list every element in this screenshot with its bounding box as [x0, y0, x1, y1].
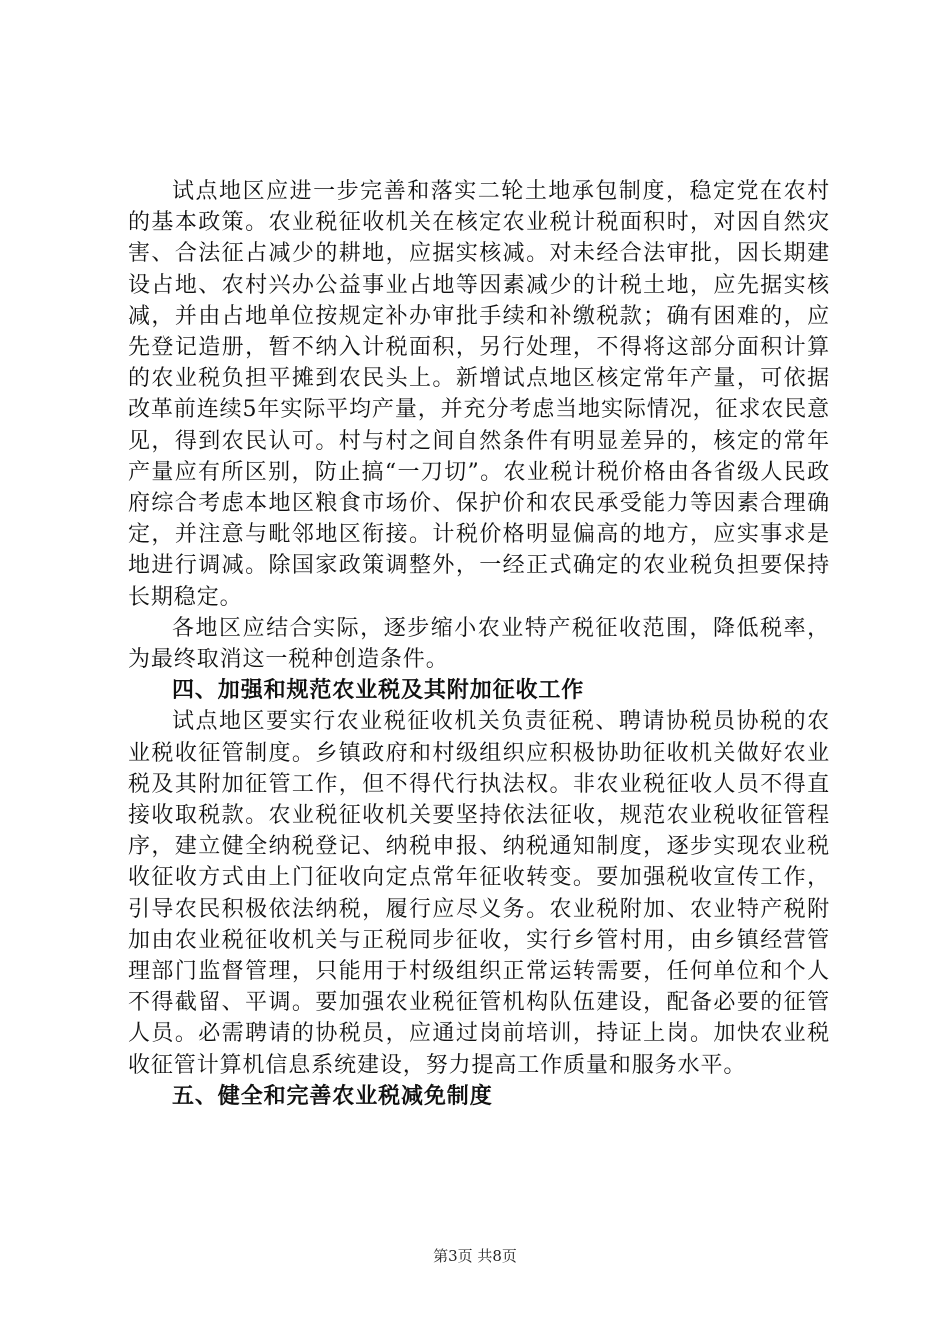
section-heading-4: 四、加强和规范农业税及其附加征收工作 [172, 678, 585, 704]
document-body [128, 176, 830, 1112]
section-heading-5: 五、健全和完善农业税减免制度 [172, 1083, 493, 1109]
paragraph-land-contract: 试点地区应进一步完善和落实二轮土地承包制度，稳定党在农村的基本政策。农业税征收机关在核定农业税计税面积时，对因自然灾害、合法征占减少的耕地，应据实核减。对未经合法审批，因长期建设占地、农村兴办公益事业占地等因素减少的计税土地，应先据实核减，并由占地单位按规定补办审批手续和补缴税款；确有困难的，应先登记造册，暂不纳入计税面积，另行处理，不得将这部分面积计算的农业税负担平摊到农民头上。新增试点地区核定常年产量，可依据改革前连续5年实际平均产量，并充分考虑当地实际情况，征求农民意见，得到农民认可。村与村之间自然条件有明显差异的，核定的常年产量应有所区别，防止搞“一刀切”。农业税计税价格由各省级人民政府综合考虑本地区粮食市场价、保护价和农民承受能力等因素合理确定，并注意与毗邻地区衔接。计税价格明显偏高的地方，应实事求是地进行调减。除国家政策调整外，一经正式确定的农业税负担要保持长期稳定。 [128, 179, 830, 610]
paragraph-special-product-tax: 各地区应结合实际，逐步缩小农业特产税征收范围，降低税率，为最终取消这一税种创造条件。 [128, 615, 830, 673]
page-footer: 第3页 共8页 [433, 1247, 517, 1265]
paragraph-collection-management: 试点地区要实行农业税征收机关负责征税、聘请协税员协税的农业税收征管制度。乡镇政府和村级组织应积极协助征收机关做好农业税及其附加征管工作，但不得代行执法权。非农业税征收人员不得直接收取税款。农业税征收机关要坚持依法征收，规范农业税收征管程序，建立健全纳税登记、纳税申报、纳税通知制度，逐步实现农业税收征收方式由上门征收向定点常年征收转变。要加强税收宣传工作，引导农民积极依法纳税，履行应尽义务。农业税附加、农业特产税附加由农业税征收机关与正税同步征收，实行乡管村用，由乡镇经营管理部门监督管理，只能用于村级组织正常运转需要，任何单位和个人不得截留、平调。要加强农业税征管机构队伍建设，配备必要的征管人员。必需聘请的协税员，应通过岗前培训，持证上岗。加快农业税收征管计算机信息系统建设，努力提高工作质量和服务水平。 [128, 709, 830, 1078]
